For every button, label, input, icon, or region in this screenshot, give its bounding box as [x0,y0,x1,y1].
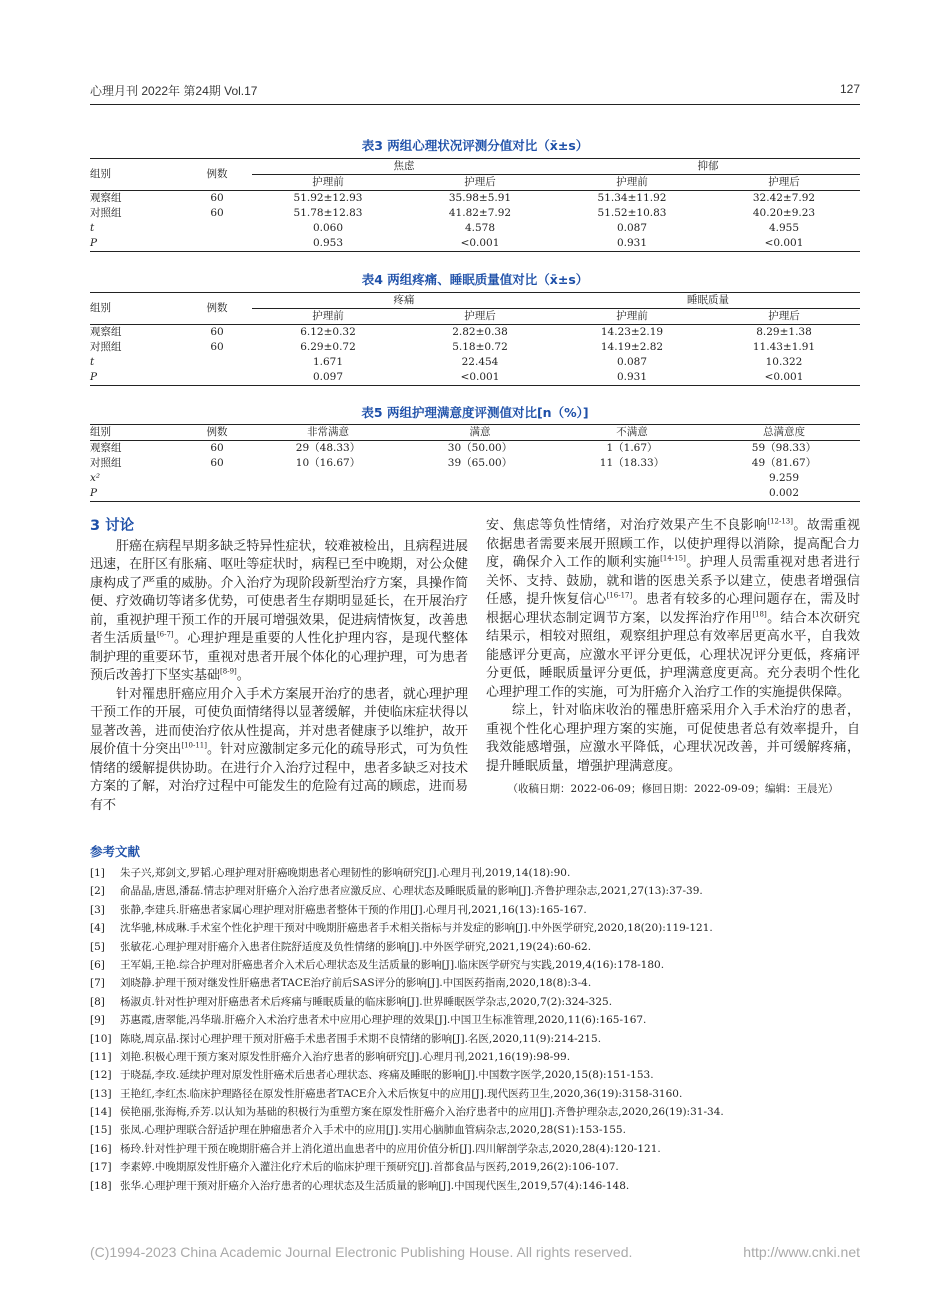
sub-after: 护理后 [404,309,556,325]
sub-after: 护理后 [708,175,860,191]
cell: 40.20±9.23 [752,207,816,219]
table5 [90,424,860,502]
cell: <0.001 [708,370,860,386]
reference-number: [14] [90,1106,112,1119]
cell: 5.18±0.72 [452,341,508,353]
reference-text: 杨玲.针对性护理干预在晚期肝癌合并上消化道出血患者中的应用价值分析[J].四川解剖学杂志,2020,28(4):120-121. [120,1142,661,1155]
cell: 观察组 [90,442,122,454]
reference-list [90,864,860,1195]
discussion-right-column [486,517,860,799]
sub-before: 护理前 [252,175,404,191]
col-header: 满意 [404,425,556,441]
cell [182,486,252,502]
cell: 60 [210,192,224,204]
reference-text: 王军娟,王艳.综合护理对肝癌患者介入术后心理状态及生活质量的影响[J].临床医学研究与实践,2019,4(16):178-180. [120,958,665,971]
reference-number: [15] [90,1124,112,1137]
paragraph: 安、焦虑等负性情绪，对治疗效果产生不良影响[12-13]。故需重视依据患者需要来展开照顾工作，以使护理得以消除，提高配合力度，确保介入工作的顺利实施[14-15]。护理人员需重视对患者进行关怀、支持、鼓励，就和谐的医患关系予以建立，使患者增强信任感，提升恢复信心[16-17]。患者有较多的心理问题存在，需及时根据心理状态制定调节方案，以发挥治疗作用[18]。结合本次研究结果示，相较对照组，观察组护理总有效率居更高水平，自我效能感评分更高，应激水平评分更低，心理状况评分更低，疼痛评分更低，睡眠质量评分更低，护理满意度更高。充分表明个性化心理护理工作的实施，可为肝癌介入治疗工作的实施提供保障。 [486,517,860,700]
cell: 11（18.33） [599,457,665,469]
col-count: 例数 [182,159,252,191]
table-row [90,486,860,502]
cell: 1（1.67） [606,442,658,454]
cell: 60 [210,457,224,469]
cell: <0.001 [404,370,556,386]
cell: 4.955 [768,222,800,234]
reference-number: [17] [90,1161,112,1174]
cell: 60 [210,326,224,338]
reference-text: 张敏花.心理护理对肝癌介入患者住院舒适度及负性情绪的影响[J].中外医学研究,2021,19(24):60-62. [120,940,592,953]
col-header: 非常满意 [252,425,404,441]
cell [182,221,252,236]
journal-issue: 第24期 [183,84,221,98]
cell [252,471,404,486]
table-row [90,456,860,471]
reference-number: [18] [90,1179,112,1192]
reference-text: 朱子兴,郑剑文,罗韬.心理护理对肝癌晚期患者心理韧性的影响研究[J].心理月刊,2019,14(18):90. [120,867,571,879]
journal-volume: Vol.17 [224,84,258,98]
table-row [90,221,860,236]
reference-item [90,1030,860,1048]
journal-year: 2022年 [141,84,181,98]
cell: x² [90,472,101,484]
table-row [90,355,860,370]
group-header-pain: 疼痛 [252,293,556,309]
reference-item [90,1121,860,1139]
reference-item [90,919,860,937]
reference-text: 于晓磊,李玫.延续护理对原发性肝癌术后患者心理状态、疼痛及睡眠的影响[J].中国数字医学,2020,15(8):151-153. [120,1069,654,1082]
page-number: 127 [839,82,860,96]
cell: 4.578 [464,222,496,234]
reference-number: [4] [90,922,105,935]
reference-number: [11] [90,1050,112,1063]
cell: 观察组 [90,326,122,338]
table4-caption: 表4 两组疼痛、睡眠质量值对比（x̄±s） [361,272,589,287]
cell [556,486,708,502]
cell [252,486,404,502]
reference-number: [9] [90,1014,105,1027]
col-header: 总满意度 [708,425,860,441]
cell: <0.001 [708,236,860,252]
table-row [90,191,860,207]
cell: 0.931 [556,236,708,252]
cell [556,471,708,486]
cell: 2.82±0.38 [452,326,508,338]
reference-text: 侯艳丽,张海梅,乔芳.以认知为基础的积极行为重塑方案在原发性肝癌介入治疗患者中的应用[J].齐鲁护理杂志,2020,26(19):31-34. [120,1106,724,1119]
cell: 51.34±11.92 [597,192,667,204]
table-row [90,206,860,221]
cell: 6.12±0.32 [300,326,356,338]
cell: 35.98±5.91 [448,192,512,204]
reference-number: [1] [90,867,105,879]
cell: 0.087 [616,356,648,368]
reference-item [90,938,860,956]
reference-number: [13] [90,1087,112,1100]
cell: 51.52±10.83 [597,207,667,219]
cell [404,471,556,486]
cell: 59（98.33） [751,442,817,454]
group-header-sleep: 睡眠质量 [556,293,860,309]
cell: 14.23±2.19 [600,326,664,338]
reference-text: 李素婷.中晚期原发性肝癌介入灌注化疗术后的临床护理干预研究[J].首都食品与医药,2019,26(2):106-107. [120,1161,619,1174]
cell: 0.060 [312,222,344,234]
reference-text: 王艳红,李红杰.临床护理路径在原发性肝癌患者TACE介入术后恢复中的应用[J].现代医药卫生,2020,36(19):3158-3160. [120,1087,683,1100]
table-row [90,340,860,355]
reference-item [90,1140,860,1158]
col-header: 例数 [182,425,252,441]
table5-caption: 表5 两组护理满意度评测值对比[n（%）] [361,405,589,420]
cell: 14.19±2.82 [600,341,664,353]
reference-text: 张静,李建兵.肝癌患者家属心理护理对肝癌患者整体干预的作用[J].心理月刊,2021,16(13):165-167. [120,903,587,916]
table3-caption: 表3 两组心理状况评测分值对比（x̄±s） [361,138,589,153]
sub-before: 护理前 [252,309,404,325]
table-row [90,236,860,252]
discussion-left-column [90,517,468,815]
cell: 41.82±7.92 [448,207,512,219]
reference-item [90,882,860,900]
reference-number: [10] [90,1032,112,1045]
cell: 0.087 [616,222,648,234]
paragraph: 综上，针对临床收治的罹患肝癌采用介入手术治疗的患者，重视个性化心理护理方案的实施，可促使患者总有效率提升，自我效能感增强，应激水平降低，心理状况改善，并可缓解疼痛，提升睡眠质量，增强护理满意度。 [486,703,860,774]
reference-number: [5] [90,940,105,953]
cell: 对照组 [90,457,122,469]
cell: 39（65.00） [447,457,513,469]
reference-number: [12] [90,1069,112,1082]
col-count: 例数 [182,293,252,325]
group-header-anxiety: 焦虑 [252,159,556,175]
copyright-notice: (C)1994-2023 China Academic Journal Electronic Publishing House. All rights reserved. [90,1244,633,1260]
cell: 10.322 [765,356,803,368]
reference-text: 俞晶晶,唐恩,潘磊.情志护理对肝癌介入治疗患者应激反应、心理状态及睡眠质量的影响[J].齐鲁护理杂志,2021,27(13):37-39. [120,885,703,898]
cell: 1.671 [312,356,344,368]
group-header-depression: 抑郁 [556,159,860,175]
cell: P [90,486,182,502]
sub-before: 护理前 [556,309,708,325]
cell: 9.259 [768,472,800,484]
reference-number: [6] [90,958,105,971]
cell: 0.097 [252,370,404,386]
cell: 6.29±0.72 [300,341,356,353]
reference-number: [7] [90,977,105,990]
paragraph: 肝癌在病程早期多缺乏特异性症状，较难被检出，且病程进展迅速，在肝区有胀痛、呕吐等症状时，病程已至中晚期，对公众健康构成了严重的威胁。介入治疗为现阶段新型治疗方案，具操作简便、疗效确切等诸多优势，可使患者生存期明显延长，在开展治疗前，重视护理干预工作的开展可增强效果，促进病情恢复，改善患者生活质量[6-7]。心理护理是重要的人性化护理内容，是现代整体制护理的重要环节，重视对患者开展个体化的心理护理，可为患者预后改善打下坚实基础[8-9]。 [90,538,468,683]
cell: 30（50.00） [447,442,513,454]
cell: 60 [210,207,224,219]
cell: <0.001 [404,236,556,252]
reference-item [90,901,860,919]
cell: P [90,236,182,252]
cell [182,370,252,386]
cell: 观察组 [90,192,122,204]
reference-item [90,993,860,1011]
reference-number: [8] [90,995,105,1008]
running-header [90,82,257,99]
cell: 0.002 [708,486,860,502]
cell: 22.454 [461,356,499,368]
reference-text: 刘晓静.护理干预对继发性肝癌患者TACE治疗前后SAS评分的影响[J].中国医药指南,2020,18(8):3-4. [120,977,592,990]
reference-text: 杨淑贞.针对性护理对肝癌患者术后疼痛与睡眠质量的临床影响[J].世界睡眠医学杂志,2020,7(2):324-325. [120,995,613,1008]
reference-text: 沈华驰,林成琳.手术室个性化护理干预对中晚期肝癌患者手术相关指标与并发症的影响[J].中外医学研究,2020,18(20):119-121. [120,922,713,935]
cell: 60 [210,341,224,353]
reference-number: [2] [90,885,105,898]
cell [182,355,252,370]
cell [182,471,252,486]
reference-item [90,1177,860,1195]
cell [182,236,252,252]
cell: 0.953 [252,236,404,252]
reference-item [90,1066,860,1084]
cell: 60 [210,442,224,454]
cell [404,486,556,502]
cell: 49（81.67） [751,457,817,469]
cell: 29（48.33） [295,442,361,454]
section-title: 3 讨论 [90,518,135,534]
reference-number: [3] [90,903,105,916]
table3 [90,158,860,252]
cell: 32.42±7.92 [752,192,816,204]
cell: 10（16.67） [295,457,361,469]
cell: 8.29±1.38 [756,326,812,338]
reference-item [90,1048,860,1066]
sub-after: 护理后 [404,175,556,191]
cell: 11.43±1.91 [752,341,816,353]
reference-text: 张凤.心理护理联合舒适护理在肿瘤患者介入手术中的应用[J].实用心脑肺血管病杂志,2020,28(S1):153-155. [120,1124,626,1137]
cell: 对照组 [90,341,122,353]
received-dates: （收稿日期：2022-06-09；修回日期：2022-09-09；编辑：王晨光） [507,783,839,795]
table-row [90,441,860,457]
cell: t [90,222,95,234]
reference-item [90,1085,860,1103]
cell: 51.78±12.83 [293,207,363,219]
cell: 51.92±12.93 [293,192,363,204]
cell: 对照组 [90,207,122,219]
col-group: 组别 [90,293,182,325]
col-header: 不满意 [556,425,708,441]
cell: t [90,356,95,368]
reference-item [90,1011,860,1029]
table4 [90,292,860,386]
table-row [90,325,860,341]
reference-item [90,956,860,974]
cell: P [90,370,182,386]
table-row [90,471,860,486]
paragraph: 针对罹患肝癌应用介入手术方案展开治疗的患者，就心理护理干预工作的开展，可使负面情绪得以显著缓解，并使临床症状得以显著改善，进而使治疗依从性提高，并对患者健康予以维护，故开展价值十分突出[10-11]。针对应激制定多元化的疏导形式，可为负性情绪的缓解提供协助。在进行介入治疗过程中，患者多缺乏对技术方案的了解，对治疗过程中可能发生的危险有过高的顾虑，进而易有不 [90,686,468,813]
header-rule [90,104,860,105]
reference-text: 刘艳.积极心理干预方案对原发性肝癌介入治疗患者的影响研究[J].心理月刊,2021,16(19):98-99. [120,1050,571,1063]
website-link[interactable]: http://www.cnki.net [743,1244,860,1260]
table-row [90,370,860,386]
sub-after: 护理后 [708,309,860,325]
cell: 0.931 [556,370,708,386]
references-title: 参考文献 [90,844,141,859]
reference-text: 张华.心理护理干预对肝癌介入治疗患者的心理状态及生活质量的影响[J].中国现代医生,2019,57(4):146-148. [120,1179,630,1192]
sub-before: 护理前 [556,175,708,191]
journal-name: 心理月刊 [90,84,139,98]
reference-item [90,1158,860,1176]
reference-item [90,864,860,882]
reference-item [90,1103,860,1121]
reference-text: 苏惠霞,唐翠能,冯华瑞.肝癌介入术治疗患者术中应用心理护理的效果[J].中国卫生标准管理,2020,11(6):165-167. [120,1014,647,1027]
reference-number: [16] [90,1142,112,1155]
col-header: 组别 [90,425,182,441]
reference-item [90,974,860,992]
col-group: 组别 [90,159,182,191]
reference-text: 陈晓,周京晶.探讨心理护理干预对肝癌手术患者围手术期不良情绪的影响[J].名医,2020,11(9):214-215. [120,1032,602,1045]
